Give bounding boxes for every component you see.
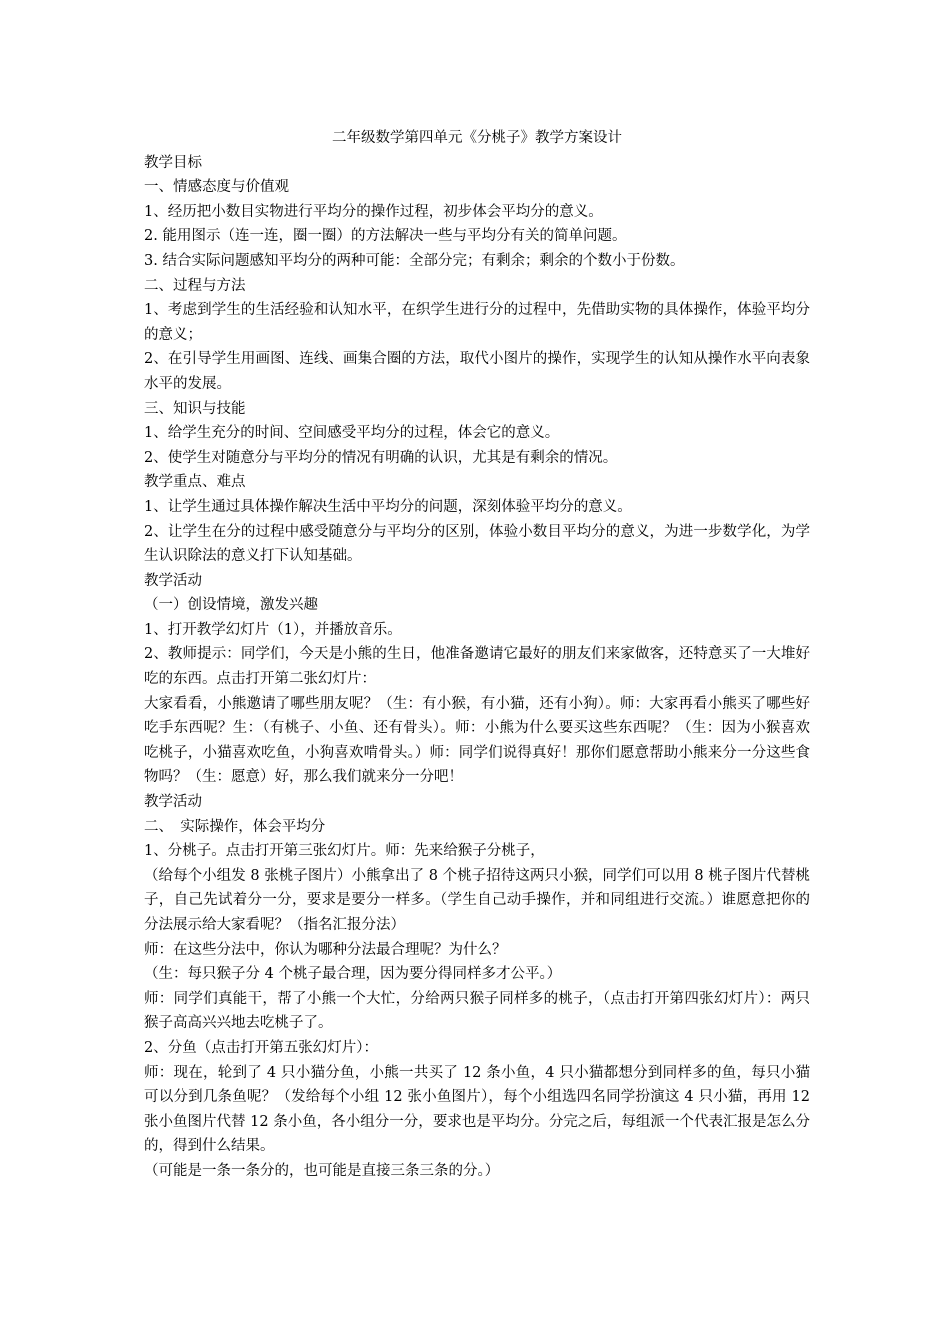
paragraph: 1、经历把小数目实物进行平均分的操作过程，初步体会平均分的意义。 — [144, 203, 603, 220]
paragraph: 1、考虑到学生的生活经验和认知水平，在织学生进行分的过程中，先借助实物的具体操作，体验平均分的意义； — [144, 302, 810, 343]
paragraph: 3. 结合实际问题感知平均分的两种可能：全部分完；有剩余；剩余的个数小于份数。 — [144, 252, 685, 269]
paragraph: 2. 能用图示（连一连，圈一圈）的方法解决一些与平均分有关的简单问题。 — [144, 228, 627, 245]
paragraph: （生：每只猴子分 4 个桃子最合理，因为要分得同样多才公平。） — [144, 966, 562, 983]
paragraph: 1、分桃子。点击打开第三张幻灯片。师：先来给猴子分桃子， — [144, 843, 545, 860]
heading-teaching-activities: 教学活动 — [144, 572, 202, 589]
paragraph: 师：在这些分法中，你认为哪种分法最合理呢？为什么？ — [144, 941, 507, 958]
heading-hands-on-operation: 二、 实际操作，体会平均分 — [144, 818, 326, 835]
paragraph: 2、在引导学生用画图、连线、画集合圈的方法，取代小图片的操作，实现学生的认知从操作水平向表象水平的发展。 — [144, 351, 810, 392]
paragraph: 2、分鱼（点击打开第五张幻灯片）： — [144, 1039, 378, 1056]
paragraph: 1、打开教学幻灯片（1），并播放音乐。 — [144, 621, 402, 638]
paragraph: 2、使学生对随意分与平均分的情况有明确的认识，尤其是有剩余的情况。 — [144, 449, 618, 466]
heading-knowledge-skills: 三、知识与技能 — [144, 400, 246, 417]
paragraph: 1、让学生通过具体操作解决生活中平均分的问题，深刻体验平均分的意义。 — [144, 498, 632, 515]
heading-attitude-values: 一、情感态度与价值观 — [144, 179, 289, 196]
paragraph: 2、让学生在分的过程中感受随意分与平均分的区别，体验小数目平均分的意义，为进一步数学化，为学生认识除法的意义打下认知基础。 — [144, 523, 810, 565]
heading-teaching-goals: 教学目标 — [144, 154, 202, 171]
heading-teaching-activities: 教学活动 — [144, 794, 202, 811]
heading-create-scenario: （一）创设情境，激发兴趣 — [144, 597, 318, 614]
paragraph: 1、给学生充分的时间、空间感受平均分的过程，体会它的意义。 — [144, 425, 560, 442]
paragraph: 大家看看，小熊邀请了哪些朋友呢？（生：有小猴，有小猫，还有小狗）。师：大家再看小熊买了哪些好吃手东西呢？生：（有桃子、小鱼、还有骨头）。师：小熊为什么要买这些东西呢？（生：因为小猴喜欢吃桃子，小猫喜欢吃鱼，小狗喜欢啃骨头。）师：同学们说得真好！那你们愿意帮助小熊来分一分这些食物吗？（生：愿意）好，那么我们就来分一分吧！ — [144, 695, 810, 786]
document-page — [144, 126, 810, 1184]
paragraph: 2、教师提示：同学们，今天是小熊的生日，他准备邀请它最好的朋友们来家做客，还特意买了一大堆好吃的东西。点击打开第二张幻灯片： — [144, 646, 810, 688]
paragraph: （可能是一条一条分的，也可能是直接三条三条的分。） — [144, 1162, 500, 1179]
paragraph: （给每个小组发 8 张桃子图片）小熊拿出了 8 个桃子招待这两只小猴，同学们可以用 8 桃子图片代替桃子，自己先试着分一分，要求是要分一样多。（学生自己动手操作，并和同组进行交流。）谁愿意把你的分法展示给大家看呢？（指名汇报分法） — [144, 867, 810, 933]
paragraph: 师：同学们真能干，帮了小熊一个大忙，分给两只猴子同样多的桃子，（点击打开第四张幻灯片）：两只猴子高高兴兴地去吃桃子了。 — [144, 990, 810, 1032]
document-title: 二年级数学第四单元《分桃子》教学方案设计 — [332, 130, 622, 146]
heading-process-methods: 二、过程与方法 — [144, 277, 246, 294]
paragraph: 师：现在，轮到了 4 只小猫分鱼，小熊一共买了 12 条小鱼，4 只小猫都想分到同样多的鱼，每只小猫可以分到几条鱼呢？（发给每个小组 12 张小鱼图片），每个小组选四名同学扮演这 4 只小猫，再用 12 张小鱼图片代替 12 条小鱼，各小组分一分，要求也是平均分。分完之后，每组派一个代表汇报是怎么分的，得到什么结果。 — [144, 1064, 810, 1155]
heading-key-difficult-points: 教学重点、难点 — [144, 474, 246, 491]
